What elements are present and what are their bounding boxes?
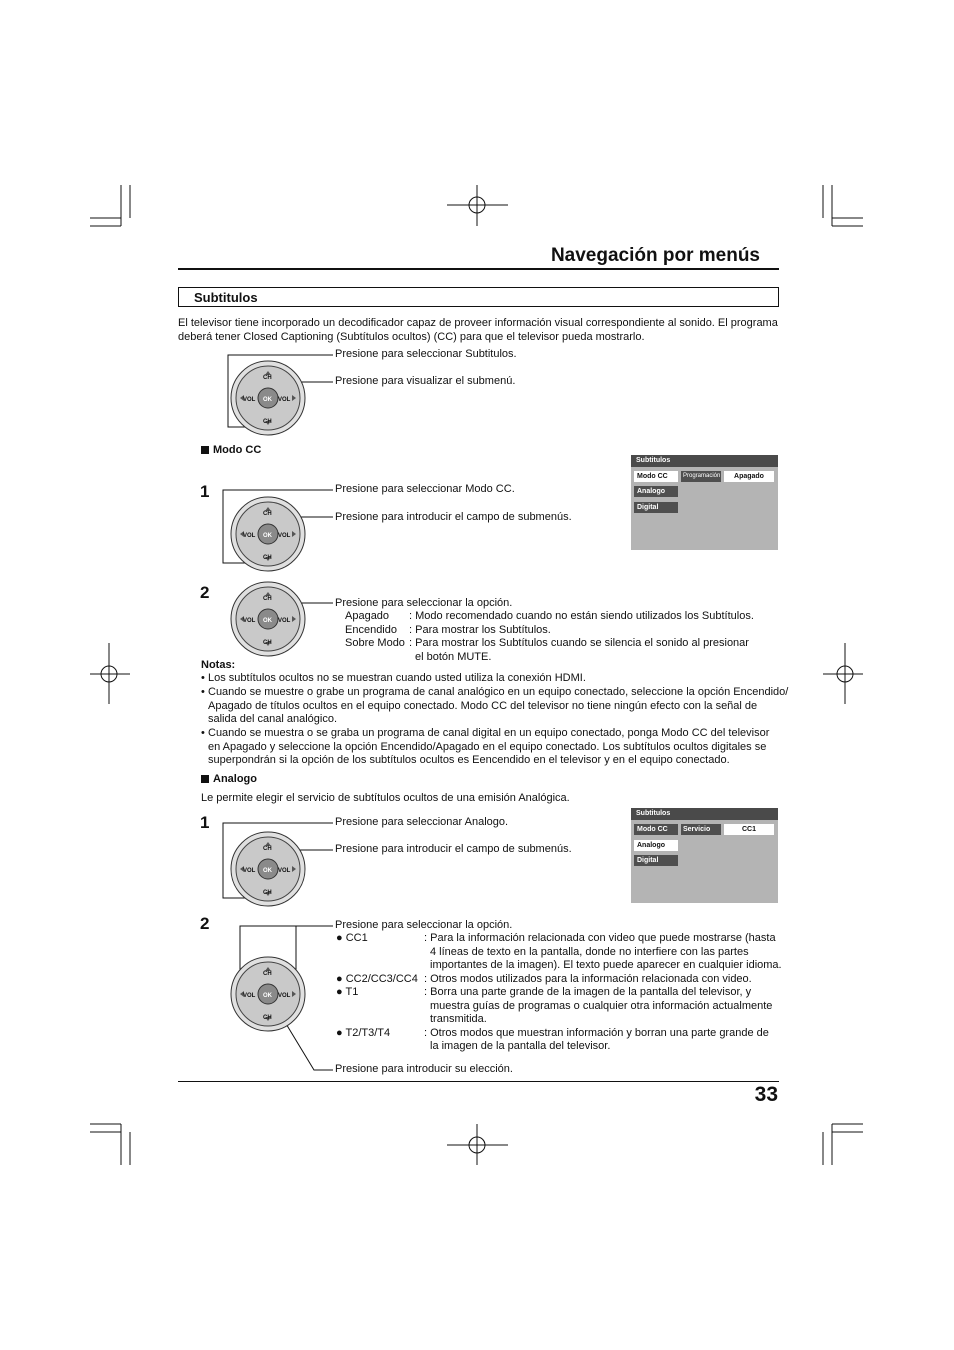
osd-item-modo-cc[interactable]: Modo CC <box>634 824 678 835</box>
step-number: 2 <box>200 914 210 933</box>
ok-button: OK <box>263 993 272 999</box>
option-desc-cont: la imagen de la pantalla del televisor. <box>430 1040 611 1052</box>
osd-item-digital[interactable]: Digital <box>634 502 678 513</box>
note-line: superpondrán si la opción de los subtítulos ocultos es Eencendido en el televisor y en el equipo conectado. <box>208 754 730 766</box>
vol-left-label: VOL <box>243 618 256 624</box>
option-name: Sobre Modo <box>345 637 405 649</box>
instruction: Presione para seleccionar la opción. <box>335 919 513 931</box>
osd-item-analogo[interactable]: Analogo <box>634 486 678 497</box>
osd-item-digital[interactable]: Digital <box>634 855 678 866</box>
modo-cc-osd-menu <box>631 455 778 550</box>
note-line: Cuando se muestra o se graba un programa de canal digital en un equipo conectado, ponga Modo CC del televisor <box>208 727 770 739</box>
ch-up-label: CH <box>263 375 272 381</box>
osd-field-value[interactable]: Apagado <box>724 471 774 482</box>
ch-up-label: CH <box>263 596 272 602</box>
osd-item-analogo[interactable]: Analogo <box>634 840 678 851</box>
ch-down-label: CH <box>263 419 272 425</box>
ch-down-label: CH <box>263 555 272 561</box>
step-number: 1 <box>200 482 210 501</box>
vol-left-label: VOL <box>243 868 256 874</box>
square-bullet-icon <box>201 775 209 783</box>
vol-right-label: VOL <box>278 993 291 999</box>
vol-right-label: VOL <box>278 868 291 874</box>
footer-rule <box>178 1081 779 1082</box>
modo-cc-heading <box>201 444 261 456</box>
note-line: salida del canal analógico. <box>208 713 338 725</box>
vol-right-label: VOL <box>278 618 291 624</box>
vol-right-label: VOL <box>278 397 291 403</box>
option-name: ● CC1 <box>336 932 368 944</box>
instruction: Presione para seleccionar Modo CC. <box>335 483 515 495</box>
step-number: 1 <box>200 813 210 832</box>
ch-up-label: CH <box>263 846 272 852</box>
note-line: Cuando se muestre o grabe un programa de canal analógico en un equipo conectado, seleccione la opción Encendido/ <box>208 686 789 698</box>
option-desc: : Borra una parte grande de la imagen de la pantalla del televisor, y <box>424 986 752 998</box>
osd-header: Subtitulos <box>631 808 778 820</box>
intro-line: deberá tener Closed Captioning (Subtítulos ocultos) (CC) para que el televisor pueda mostrarlo. <box>178 330 645 343</box>
osd-field-value[interactable]: CC1 <box>724 824 774 835</box>
ok-button: OK <box>263 397 272 403</box>
instruction: Presione para introducir el campo de submenús. <box>335 511 572 523</box>
analogo-intro: Le permite elegir el servicio de subtítulos ocultos de una emisión Analógica. <box>201 792 570 804</box>
step-number: 2 <box>200 583 210 602</box>
option-desc-cont: el botón MUTE. <box>415 651 492 663</box>
analogo-osd-menu <box>631 808 778 903</box>
option-desc-cont: muestra guías de programas o cualquier otra información actualmente <box>430 999 773 1012</box>
osd-field-label: Programación <box>681 471 721 482</box>
osd-header: Subtitulos <box>631 455 778 467</box>
intro-line: El televisor tiene incorporado un decodificador capaz de proveer información visual correspondiente al sonido. El programa <box>178 317 778 329</box>
instruction: Presione para seleccionar Subtitulos. <box>335 348 517 360</box>
remote-pad <box>228 831 308 911</box>
option-desc: : Otros modos que muestran información y borran una parte grande de <box>424 1026 769 1039</box>
instruction: Presione para seleccionar la opción. <box>335 597 513 609</box>
bullet-dot: • <box>201 672 205 684</box>
osd-field-label: Servicio <box>681 824 721 835</box>
ch-down-label: CH <box>263 1015 272 1021</box>
note-line: Apagado de títulos ocultos en el equipo conectado. Modo CC del televisor no tiene ningún efecto con la señal de <box>208 699 758 712</box>
section-title: Subtitulos <box>194 290 258 305</box>
ok-button: OK <box>263 868 272 874</box>
option-name: Apagado <box>345 610 390 622</box>
option-name: Encendido <box>345 624 397 636</box>
ok-button: OK <box>263 533 272 539</box>
analogo-heading <box>201 773 257 785</box>
remote-pad <box>228 581 308 661</box>
instruction: Presione para seleccionar Analogo. <box>335 816 509 828</box>
page-number: 33 <box>754 1083 778 1106</box>
ch-up-label: CH <box>263 511 272 517</box>
option-desc: : Otros modos utilizados para la información relacionada con video. <box>424 972 752 985</box>
option-desc-cont: transmitida. <box>430 1013 487 1025</box>
modo-cc-heading-text: Modo CC <box>213 444 262 456</box>
osd-item-modo-cc[interactable]: Modo CC <box>634 471 678 482</box>
instruction: Presione para introducir su elección. <box>335 1063 513 1075</box>
option-desc: : Modo recomendado cuando no están siendo utilizados los Subtítulos. <box>409 610 754 622</box>
notes-title: Notas: <box>201 659 236 671</box>
option-name: ● T1 <box>336 986 359 998</box>
ch-down-label: CH <box>263 640 272 646</box>
instruction: Presione para introducir el campo de submenús. <box>335 843 572 855</box>
note-line: Los subtítulos ocultos no se muestran cuando usted utiliza la conexión HDMI. <box>208 672 586 684</box>
vol-left-label: VOL <box>243 533 256 539</box>
ok-button: OK <box>263 618 272 624</box>
ch-down-label: CH <box>263 890 272 896</box>
option-name: ● T2/T3/T4 <box>336 1026 391 1039</box>
option-desc: : Para la información relacionada con video que puede mostrarse (hasta <box>424 932 776 944</box>
note-line: en Apagado y seleccione la opción Encendido/Apagado en el equipo conectado. Los subtítulos ocultos digitales se <box>208 740 767 753</box>
option-desc-cont: 4 líneas de texto en la pantalla, donde no interfiere con las partes <box>430 945 749 958</box>
vol-right-label: VOL <box>278 533 291 539</box>
vol-left-label: VOL <box>243 397 256 403</box>
remote-pad <box>228 360 308 440</box>
option-desc: : Para mostrar los Subtítulos. <box>409 624 551 636</box>
option-name: ● CC2/CC3/CC4 <box>336 972 418 985</box>
remote-pad <box>228 956 308 1036</box>
page-title: Navegación por menús <box>550 245 760 266</box>
ch-up-label: CH <box>263 971 272 977</box>
analogo-heading-text: Analogo <box>213 773 257 785</box>
bullet-dot: • <box>201 686 205 698</box>
option-desc: : Para mostrar los Subtítulos cuando se silencia el sonido al presionar <box>409 637 749 649</box>
remote-pad <box>228 496 308 576</box>
square-bullet-icon <box>201 446 209 454</box>
option-desc-cont: importantes de la imagen). El texto puede aparecer en cualquier idioma. <box>430 959 782 971</box>
bullet-dot: • <box>201 727 205 739</box>
vol-left-label: VOL <box>243 993 256 999</box>
instruction: Presione para visualizar el submenú. <box>335 375 516 387</box>
